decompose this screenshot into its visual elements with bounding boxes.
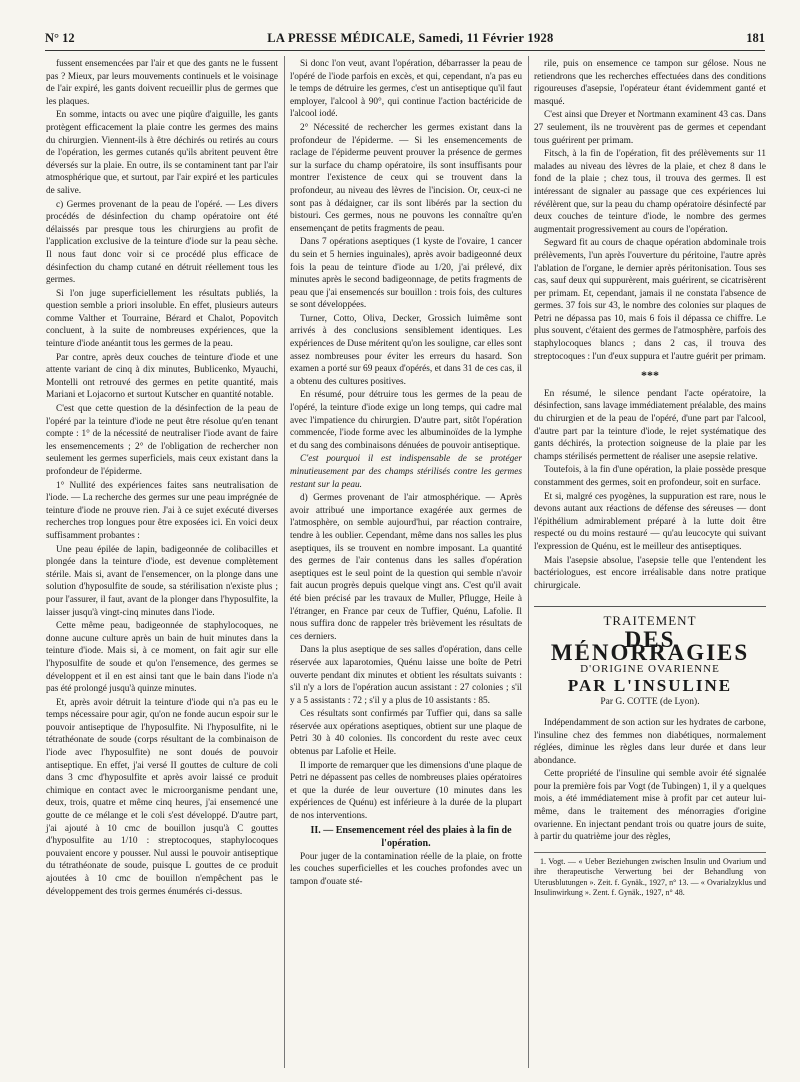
column-divider: [528, 56, 529, 1068]
paragraph: Segward fit au cours de chaque opération abdominale trois prélèvements, l'un après l'ouverture du péritoine, l'autre après l'ablation de l'organe, le dernier après péritonisation. Tous ses cas, sauf deux qui suppurèrent, mais guérirent, se cicatrisèrent per primam. Et, cependant, jamais il ne constata l'absence de germes. 37 fois sur 43, le nombre des colonies sur plaques de Petri ne dépassa pas 10, mais 6 fois il dépassa ce chiffre. Le plus souvent, c'étaient des germes de l'atmosphère, parfois des staphylocoques blancs ; dans 2 cas, il trouva des streptocoques : l'un d'eux suppura et l'autre guérit per primam.: [534, 238, 766, 362]
paragraph: C'est pourquoi il est indispensable de se protéger minutieusement par des champs stérilisés contre les germes restant sur la peau.: [290, 454, 522, 490]
paragraph: Il importe de remarquer que les dimensions d'une plaque de Petri ne dépassent pas celles de nombreuses plaies opératoires et que la durée de leur ouverture (10 minutes dans les expériences de Quénu) est inférieure à la durée de la plupart de nos interventions.: [290, 760, 522, 822]
paragraph: Par contre, après deux couches de teinture d'iode et une attente variant de cinq à dix minutes, Bublicenko, Myauchi, Montelli ont retrouvé des germes en petite quantité, mais Mariani et Lojacorno et surtout Kutscher en quantité notable.: [46, 352, 278, 401]
paragraph: Cette propriété de l'insuline qui semble avoir été signalée pour la première fois par Vogt (de Tubingen) 1, il y a quelques mois, a été immédiatement mise à profit par cet auteur lui-même, dans le traitement des ménorragies d'origine ovarienne. En injectant pendant trois ou quatre jours de suite, à partir du quatrième jour des règles,: [534, 769, 766, 843]
paragraph: En résumé, le silence pendant l'acte opératoire, la désinfection, sans lavage immédiatement préalable, des mains du chirurgien et de la peau de l'opéré, d'une part par l'alcool, d'autre part par la teinture d'iode, le rejet systématique des gants déchirés, la protection soigneuse de la plaie par les champs stérilisés permettent de réaliser une asepsie relative.: [534, 388, 766, 462]
paragraph: Pour juger de la contamination réelle de la plaie, on frotte les couches superficielles et les couches profondes avec un tampon d'ouate sté-: [290, 851, 522, 887]
paragraph: Si l'on juge superficiellement les résultats publiés, la question semble a priori insoluble. En effet, plusieurs auteurs comme Valther et Tourraine, Bérard et Chalot, Popovitch concluent, à la suite de nombreuses expériences, que la teinture d'iode anéantit tous les germes de la peau.: [46, 288, 278, 350]
paragraph: rile, puis on ensemence ce tampon sur gélose. Nous ne retiendrons que les recherches effectuées dans des conditions rigoureuses d'asepsie, l'opérateur étant évidemment ganté et masqué.: [534, 59, 766, 107]
journal-title: LA PRESSE MÉDICALE, Samedi, 11 Février 1928: [267, 31, 554, 45]
paragraph: Mais l'asepsie absolue, l'asepsie telle que l'entendent les bactériologues, est encore irréalisable dans notre pratique chirurgicale.: [534, 555, 766, 591]
paragraph: Turner, Cotto, Oliva, Decker, Grossich luimême sont arrivés à des conclusions sensiblement identiques. Les expériences de Duse méritent qu'on les souligne, car elles sont assez nombreuses pour éviter les erreurs du hasard. Son examen a porté sur 69 peaux d'opérés, et dans 31 de ces cas, il a obtenu des cultures positives.: [290, 313, 522, 387]
footnotes: [534, 852, 766, 899]
article-author: Par G. COTTE (de Lyon).: [600, 697, 700, 708]
column-divider: [284, 56, 285, 1068]
column-left: [46, 58, 278, 899]
paragraph: Fitsch, à la fin de l'opération, fit des prélèvements sur 11 malades au niveau des lèvres de la plaie, et chez 8 dans le fond de la plaie ; chez tous, il trouva des germes. Il est intéressant de signaler au passage que ces expériences lui révélèrent que, sur la peau du champ opératoire désinfecté par deux couches de teinture d'iode, le nombre des germes augmentait progressivement au cours de l'opération.: [534, 149, 766, 235]
footnote: 1. Vogt. — « Ueber Beziehungen zwischen Insulin und Ovarium und ihre therapeutische Verwertung bei der Behandlung von Uterusblutungen ». Zeit. f. Gynäk., 1927, n° 13. — « Ovarialzyklus und Insulinwirkung ». Zent. f. Gynäk., 1927, n° 48.: [534, 856, 766, 898]
paragraph: Une peau épilée de lapin, badigeonnée de colibacilles et plongée dans la teinture d'iode, est devenue complètement stérile. Mais si, avant de l'ensemencer, on la plonge dans une solution d'hyposulfite de soude, sa stérilisation n'existe plus ; pour l'assurer, il faut, avant de la plonger dans l'hyposulfite, la laisser jusqu'à vingt-cinq minutes dans l'iode.: [46, 544, 278, 618]
paragraph: En somme, intacts ou avec une piqûre d'aiguille, les gants protègent efficacement la plaie contre les germes des mains du chirurgien. Viennent-ils à être déchirés ou retirés au cours de l'opération, les germes cutanés qu'ils abritent peuvent être déversés sur la plaie. En outre, ils se contaminent tant par l'air atmosphérique que, et surtout, par l'air expiré et les particules de salive.: [46, 110, 278, 196]
paragraph: fussent ensemencées par l'air et que des gants ne le fussent pas ? Mieux, par leurs mouvements continuels et le voisinage de l'air expiré, les gants doivent recueillir plus de germes que les plaques.: [46, 59, 278, 107]
page-header: [45, 6, 765, 51]
article-title-line: PAR L'INSULINE: [567, 675, 733, 695]
paragraph: Dans 7 opérations aseptiques (1 kyste de l'ovaire, 1 cancer du sein et 5 hernies inguinales), après avoir badigeonné deux fois la peau de teinture d'iode au 1/20, j'ai prélevé, dix minutes après le second badigeonnage, de petits fragments de peau que j'ai ensemencés sur bouillon : trois fois, des cultures se sont développées.: [290, 237, 522, 311]
paragraph: Cette même peau, badigeonnée de staphylocoques, ne donne aucune culture après un bain de huit minutes dans la teinture d'iode. Mais si, à ce moment, on fait agir sur elle l'hyposulfite de soude et qu'on l'ensemence, des germes se développent et il en est ainsi tant que le bain dans l'iode n'a pas été prolongé jusqu'à quinze minutes.: [46, 621, 278, 695]
column-middle: [290, 58, 522, 889]
article-kicker: TRAITEMENT: [534, 606, 766, 628]
page-number: 181: [746, 31, 765, 45]
paragraph: 1° Nullité des expériences faites sans neutralisation de l'iode. — La recherche des germes sur une peau imprégnée de teinture d'iode ne prouve rien. J'ai à ce sujet exécuté diverses recherches trop longues pour être exposées ici. En voici deux suffisamment probantes :: [46, 480, 278, 541]
paragraph: Si donc l'on veut, avant l'opération, débarrasser la peau de l'opéré de l'iode parfois en excès, et qui, cependant, n'a pas eu le temps de détruire les germes, c'est un antiseptique qu'il faut employer, l'alcool à 90°, qui continue l'action bactéricide de l'alcool iodé.: [290, 59, 522, 120]
paragraph: 2° Nécessité de rechercher les germes existant dans la profondeur de l'épiderme. — Si les ensemencements de raclage de l'épiderme peuvent prouver la présence de germes sur la surface du champ opératoire, ils sont insuffisants pour montrer l'existence de ceux qui se trouvent dans la profondeur, au niveau des lèvres de l'incision. Or, ceux-ci ne sont pas à dédaigner, car ils sont libérés par la section du bistouri. Ces germes, nous ne pouvons les connaître qu'en ensemençant de petits fragments de peau.: [290, 122, 522, 234]
paragraph: Toutefois, à la fin d'une opération, la plaie possède presque constamment des germes, soit en profondeur, soit en surface.: [534, 465, 766, 488]
paragraph: C'est ainsi que Dreyer et Nortmann examinent 43 cas. Dans 27 seulement, ils ne trouvèrent pas de germes et cependant tous guérirent per primam.: [534, 110, 766, 146]
column-right: [534, 58, 766, 900]
section-paragraph: d) Germes provenant de l'air atmosphérique. — Après avoir attribué une importance exagérée aux germes de l'atmosphère, on semble aujourd'hui, par réaction contraire, tendre à les oublier. Cependant, même dans nos salles les plus aseptiques, ils se trouvent en nombre imposant. La quantité des germes de l'air contenus dans les salles d'opération aseptiques est le seul point de la question qui semble n'avoir fait aucun progrès depuis quelque vingt ans. C'est qu'il avait été bien précisé par les travaux de Muller, Pflugge, Heile à l'étranger, en France par ceux de Tuffier, Quénu, Lafolie. Il nous suffira donc de rappeler très brièvement les résultats de ces derniers.: [290, 493, 522, 642]
paragraph: Ces résultats sont confirmés par Tuffier qui, dans sa salle réservée aux opérations aseptiques, obtient sur une plaque de Petri 30 à 40 colonies. Ils concordent du reste avec ceux obtenus par Lafolie et Heile.: [290, 709, 522, 758]
section-separator: ***: [641, 368, 659, 383]
article-title: DES MÉNORRAGIES: [550, 626, 750, 665]
paragraph: C'est que cette question de la désinfection de la peau de l'opéré par la teinture d'iode ne peut être résolue qu'en tenant compte : 1° de la nécessité de neutraliser l'iode avant de faire les ensemencements ; 2° de l'obligation de rechercher non seulement les germes superficiels, mais ceux existant dans la profondeur de l'épiderme.: [46, 404, 278, 477]
paragraph: Indépendamment de son action sur les hydrates de carbone, l'insuline chez des femmes non diabétiques, normalement réglées, diminue les règles dans leur durée et dans leur abondance.: [534, 717, 766, 766]
paragraph: Et si, malgré ces pyogènes, la suppuration est rare, nous le devons autant aux réactions de défense des séreuses — dont l'épithélium admirablement préparé à la lutte doit être respecté ou du moins restauré — qu'au leucocyte qui suivant l'expression de Quénu, est le meilleur des antiseptiques.: [534, 491, 766, 552]
article-subtitle: D'ORIGINE OVARIENNE: [580, 663, 720, 676]
section-paragraph: c) Germes provenant de la peau de l'opéré. — Les divers procédés de désinfection du champ opératoire ont été délaissés par presque tous les chirurgiens au profit de l'application exclusive de la teinture d'iode sur la peau sèche. Il nous faut donc voir si ce procédé plus efficace de désinfection du champ cutané en détruit réellement tous les germes.: [46, 199, 278, 286]
section-heading: II. — Ensemencement réel des plaies à la fin de l'opération.: [310, 824, 512, 849]
issue-number: N° 12: [45, 31, 75, 45]
paragraph: En résumé, pour détruire tous les germes de la peau de l'opéré, la teinture d'iode exige un long temps, qui cadre mal avec l'impatience du chirurgien. D'autre part, sitôt l'opération commencée, l'iode forme avec les albuminoïdes de la lymphe et du sang des combinaisons dénuées de pouvoir antiseptique.: [290, 390, 522, 451]
paragraph: Et, après avoir détruit la teinture d'iode qui n'a pas eu le temps nécessaire pour agir, qu'on ne fonde aucun espoir sur le pouvoir antiseptique de l'hyposulfite. Ni l'hyposulfite, ni le tétrathéonate de soude (corps résultant de la combinaison de l'iode avec l'hyposulfite) ne sont doués de pouvoir antiseptique. En effet, j'ai versé II gouttes de culture de coli dans 3 cmc d'hyposulfite et après avoir laissé ce produit chimique en contact avec le microorganisme pendant une, deux, trois, quatre et même cinq heures, j'ai ensemencé une goutte de ce mélange et le coli s'est développé. D'autre part, j'ai ajouté à 10 cmc de bouillon jusqu'à C gouttes d'hyposulfite au 1/10 : streptocoques, staphylocoques pouvaient encore y pousser. Nul aussi le pouvoir antiseptique du tétrathéonate de soude, puisque L gouttes de ce produit ajoutées à 10 cmc de bouillon n'empêchent pas le développement des trois germes énumérés ci-dessus.: [46, 697, 278, 897]
paragraph: Dans la plus aseptique de ses salles d'opération, dans celle réservée aux laparotomies, Quénu laisse une boîte de Petri ouverte pendant dix minutes et obtient les résultats suivants : s'il n'y a lors de l'opération aucun assistant : 27 colonies ; s'il y a 5 assistants : 72 ; s'il y a plus de 10 assistants : 85.: [290, 645, 522, 706]
